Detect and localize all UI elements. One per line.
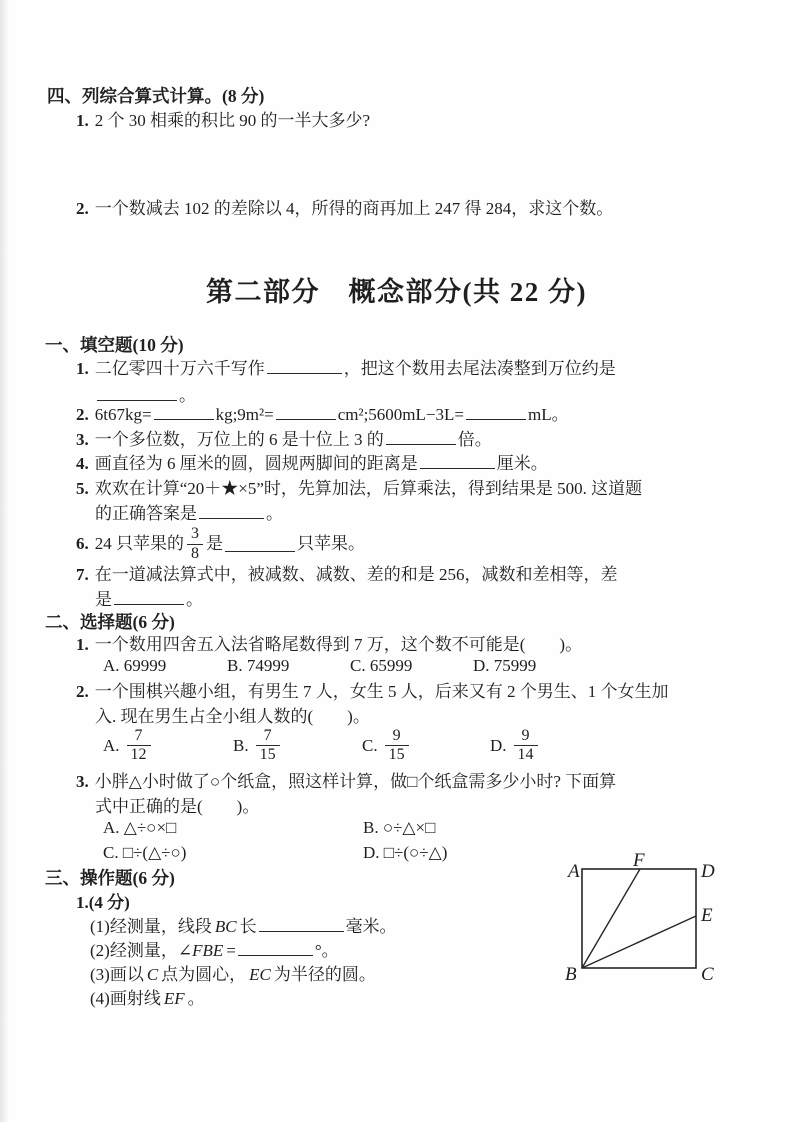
fill-q7-number: 7.	[76, 565, 89, 584]
choice-q1-option-b: B. 74999	[227, 656, 290, 675]
option-label: B.	[233, 735, 249, 755]
vertex-label-B: B	[565, 964, 577, 985]
calc-q1-number: 1.	[76, 111, 89, 130]
answer-blank	[238, 940, 313, 956]
answer-blank	[276, 404, 336, 420]
math-segment-C: C	[146, 965, 159, 984]
choice-q1-option-a: A. 69999	[103, 656, 167, 675]
fill-q4	[76, 452, 548, 476]
fill-q5-number: 5.	[76, 479, 89, 498]
choice-q3-option-c: C. □÷(△÷○)	[103, 843, 187, 862]
fill-q7-text-a: 是	[95, 590, 112, 609]
fraction-7-12	[127, 727, 151, 765]
option-label: D.	[490, 735, 507, 755]
fill-q1-text-a: 二亿零四十万六千写作	[94, 359, 265, 378]
fill-q1-line1	[76, 357, 616, 381]
fill-q5-line2	[95, 502, 283, 526]
choice-q2-option-b	[233, 727, 283, 765]
fraction-denominator: 15	[388, 746, 405, 764]
operate-item2-text-c: °。	[314, 941, 339, 960]
answer-blank	[259, 916, 344, 932]
fill-q1-number: 1.	[76, 359, 89, 378]
option-label: A.	[103, 735, 120, 755]
fill-q6-text-b: 是	[206, 534, 223, 553]
segment-BE	[582, 916, 696, 968]
scan-edge-shadow	[0, 0, 9, 1122]
choice-q2-option-d	[490, 727, 541, 765]
vertex-label-C: C	[701, 964, 714, 985]
vertex-label-F: F	[633, 853, 645, 871]
answer-blank	[420, 453, 495, 469]
answer-blank	[114, 589, 184, 605]
operate-item4-text-b: 。	[187, 989, 205, 1008]
choice-q3-line2: 式中正确的是( )。	[95, 797, 260, 816]
operate-q1-number	[76, 891, 136, 915]
fill-q5-line1	[76, 477, 642, 501]
answer-blank	[97, 385, 177, 401]
fill-q5-text-a: 的正确答案是	[95, 504, 197, 523]
fraction-denominator: 12	[130, 746, 147, 764]
answer-blank	[267, 358, 342, 374]
math-segment-EC: EC	[249, 965, 271, 984]
fraction-9-14	[514, 727, 538, 765]
fraction-denominator: 14	[517, 746, 534, 764]
operate-item3-text-b: 点为圆心，	[161, 965, 247, 984]
fill-q4-number: 4.	[76, 454, 89, 473]
choice-q3-option-d: D. □÷(○÷△)	[363, 843, 448, 862]
choice-q2-options	[0, 727, 793, 771]
calc-q2	[76, 197, 613, 221]
choice-q3-option-a: A. △÷○×□	[103, 818, 177, 837]
choice-q2-number: 2.	[76, 682, 89, 701]
segment-BF	[582, 869, 640, 968]
square-ABCD	[582, 869, 696, 968]
fill-q2-text-c: cm²;5600mL−3L=	[337, 405, 464, 424]
choice-q3-text-line1: 小胖△小时做了○个纸盒，照这样计算，做□个纸盒需多少小时? 下面算	[94, 772, 617, 791]
fill-q7-text-line1: 在一道减法算式中，被减数、减数、差的和是 256，减数和差相等，差	[94, 565, 618, 584]
fill-q4-text-a: 画直径为 6 厘米的圆，圆规两脚间的距离是	[94, 454, 418, 473]
fill-q3	[76, 428, 492, 452]
section-operate-heading: 三、操作题(6 分)	[45, 868, 175, 888]
fill-q1-text-c: 。	[179, 386, 196, 405]
fill-q6	[76, 524, 365, 564]
choice-q2-line1	[76, 680, 669, 704]
fill-q1-text-b: ，把这个数用去尾法凑整到万位约是	[343, 359, 616, 378]
geometry-figure-square-ABCD	[563, 853, 793, 1001]
fill-q2	[76, 403, 569, 427]
option-label: C.	[362, 735, 378, 755]
operate-item3-text-a: (3)画以	[90, 965, 144, 984]
vertex-label-D: D	[701, 861, 715, 882]
choice-q1-number: 1.	[76, 635, 89, 654]
fill-q3-text-b: 倍。	[457, 430, 492, 449]
fill-q2-number: 2.	[76, 405, 89, 424]
choice-q2-line2: 入. 现在男生占全小组人数的( )。	[95, 707, 370, 726]
vertex-label-E: E	[701, 905, 713, 926]
operate-item3-text-c: 为半径的圆。	[273, 965, 376, 984]
fill-q3-text-a: 一个多位数，万位上的 6 是十位上 3 的	[94, 430, 384, 449]
answer-blank	[386, 429, 456, 445]
fraction-denominator: 15	[259, 746, 276, 764]
fill-q5-text-line1: 欢欢在计算“20＋★×5”时，先算加法，后算乘法，得到结果是 500. 这道题	[94, 479, 643, 498]
operate-item1-text-c: 毫米。	[345, 917, 397, 936]
vertex-label-A: A	[568, 861, 580, 882]
operate-item1-text-a: (1)经测量，线段	[90, 917, 212, 936]
operate-item2-text-b: =	[226, 941, 236, 960]
choice-q1-text: 一个数用四舍五入法省略尾数得到 7 万，这个数不可能是( )。	[94, 635, 583, 654]
fill-q2-text-b: kg;9m²=	[215, 405, 274, 424]
section-fill-heading: 一、填空题(10 分)	[45, 335, 184, 355]
operate-item1-text-b: 长	[239, 917, 257, 936]
fill-q3-number: 3.	[76, 430, 89, 449]
calc-q2-text: 一个数减去 102 的差除以 4，所得的商再加上 247 得 284，求这个数。	[94, 199, 614, 218]
fraction-numerator: 7	[127, 727, 151, 746]
fraction-numerator: 7	[256, 727, 280, 746]
choice-q3-options-row1	[0, 818, 793, 842]
operate-item1	[90, 915, 397, 939]
calc-q1-text: 2 个 30 相乘的积比 90 的一半大多少?	[94, 111, 371, 130]
choice-q2-option-c	[362, 727, 412, 765]
fill-q6-text-c: 只苹果。	[297, 534, 365, 553]
choice-q1-option-d: D. 75999	[473, 656, 537, 675]
fraction-3-8	[187, 525, 203, 563]
choice-q1-options	[0, 656, 793, 680]
fill-q2-text-d: mL。	[527, 405, 569, 424]
fill-q4-text-b: 厘米。	[496, 454, 548, 473]
fraction-numerator: 9	[385, 727, 409, 746]
fill-q6-number: 6.	[76, 534, 89, 553]
answer-blank	[199, 503, 264, 519]
fill-q5-text-b: 。	[266, 504, 283, 523]
choice-q3-number: 3.	[76, 772, 89, 791]
fraction-numerator: 9	[514, 727, 538, 746]
fraction-denominator: 8	[191, 544, 199, 562]
choice-q1-option-c: C. 65999	[350, 656, 413, 675]
fill-q7-line2	[95, 588, 203, 612]
fraction-7-15	[256, 727, 280, 765]
choice-q3-line1	[76, 770, 616, 794]
operate-item3	[90, 963, 376, 987]
math-segment-EF: EF	[163, 989, 185, 1008]
fill-q2-text-a: 6t67kg=	[94, 405, 152, 424]
choice-q1	[76, 633, 582, 657]
operate-q1-number-text: 1.(4 分)	[76, 893, 130, 912]
calc-q1	[76, 109, 370, 133]
operate-item4	[90, 987, 205, 1011]
section-calc-heading: 四、列综合算式计算。(8 分)	[47, 86, 265, 106]
choice-q2-option-a	[103, 727, 154, 765]
choice-q3-option-b: B. ○÷△×□	[363, 818, 436, 837]
fill-q7-text-b: 。	[186, 590, 203, 609]
operate-item2	[90, 939, 339, 963]
fill-q6-text-a: 24 只苹果的	[94, 534, 184, 553]
answer-blank	[225, 536, 295, 552]
operate-item2-text-a: (2)经测量，∠	[90, 941, 193, 960]
answer-blank	[466, 404, 526, 420]
fraction-numerator: 3	[187, 525, 203, 544]
calc-q2-number: 2.	[76, 199, 89, 218]
answer-blank	[154, 404, 214, 420]
choice-q2-text-line1: 一个围棋兴趣小组，有男生 7 人，女生 5 人，后来又有 2 个男生、1 个女生加	[94, 682, 669, 701]
math-segment-BC: BC	[214, 917, 237, 936]
math-segment-FBE: FBE	[192, 941, 224, 960]
fill-q7-line1	[76, 563, 618, 587]
part2-title: 第二部分 概念部分(共 22 分)	[206, 277, 587, 307]
section-choice-heading: 二、选择题(6 分)	[45, 612, 175, 632]
operate-item4-text-a: (4)画射线	[90, 989, 161, 1008]
fraction-9-15	[385, 727, 409, 765]
